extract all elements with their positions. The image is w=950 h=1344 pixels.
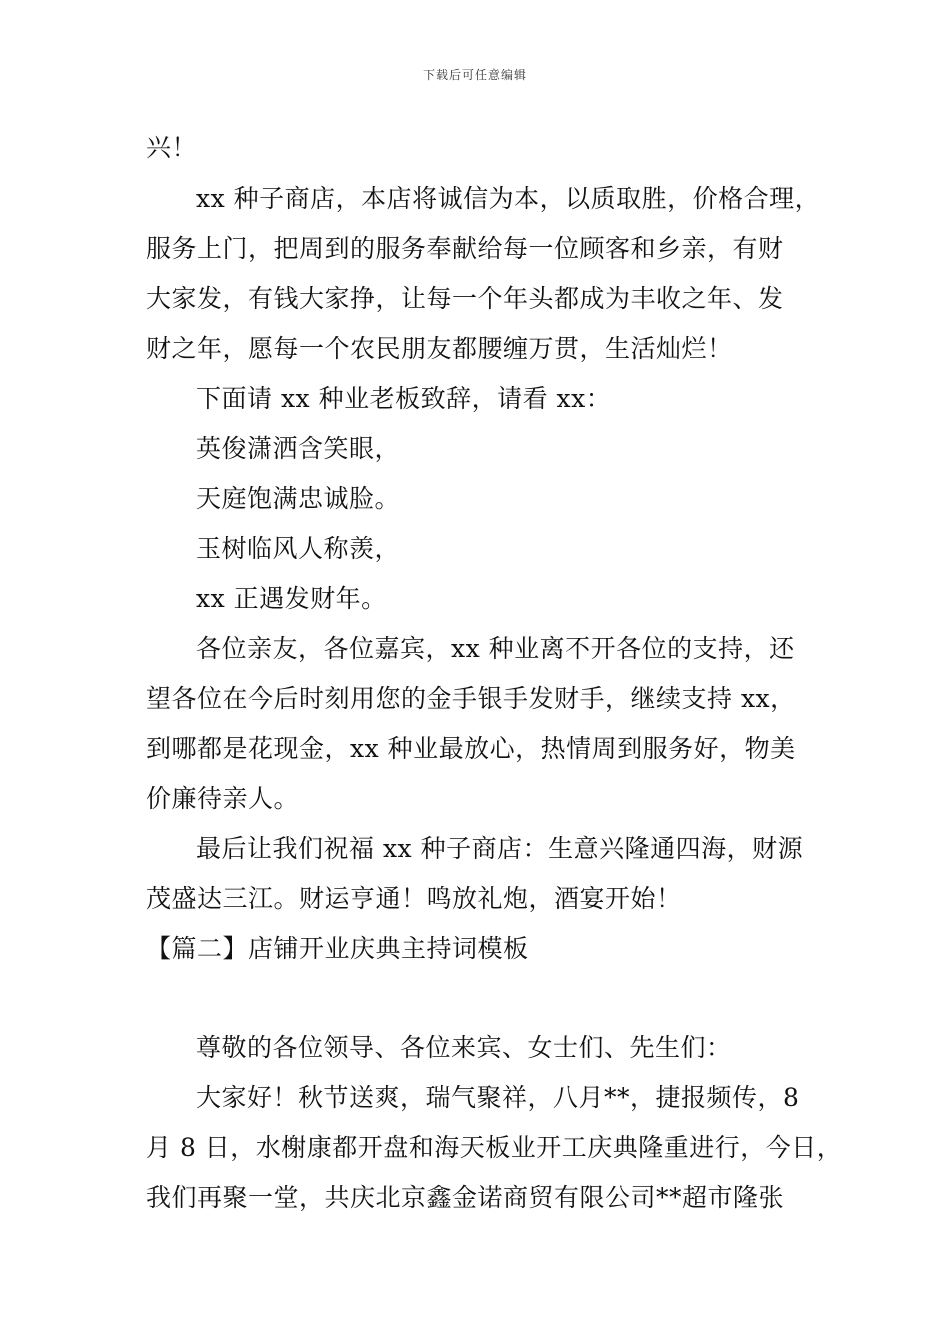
text-line: 月 8 日，水榭康都开盘和海天板业开工庆典隆重进行，今日，	[146, 1133, 843, 1162]
text-line: 财之年，愿每一个农民朋友都腰缠万贯，生活灿烂！	[146, 334, 733, 363]
text-line: 尊敬的各位领导、各位来宾、女士们、先生们：	[196, 1033, 732, 1062]
poem-line: 英俊潇洒含笑眼，	[196, 434, 401, 463]
text-line: 我们再聚一堂，共庆北京鑫金诺商贸有限公司**超市隆张	[146, 1183, 785, 1212]
text-line: 最后让我们祝福 xx 种子商店：生意兴隆通四海，财源	[196, 834, 804, 863]
poem-line: xx 正遇发财年。	[196, 584, 387, 613]
text-line: 服务上门，把周到的服务奉献给每一位顾客和乡亲，有财	[146, 234, 784, 263]
poem-line: 天庭饱满忠诚脸。	[196, 484, 401, 513]
text-line: 下面请 xx 种业老板致辞，请看 xx：	[196, 384, 612, 413]
text-line: 到哪都是花现金，xx 种业最放心，热情周到服务好，物美	[146, 734, 796, 763]
text-line: 各位亲友，各位嘉宾，xx 种业离不开各位的支持，还	[196, 634, 795, 663]
text-line: xx 种子商店，本店将诚信为本，以质取胜，价格合理，	[196, 184, 821, 213]
text-line: 望各位在今后时刻用您的金手银手发财手，继续支持 xx，	[146, 684, 796, 713]
text-line: 兴！	[146, 133, 198, 162]
page-header: 下载后可任意编辑	[422, 68, 527, 82]
poem-line: 玉树临风人称羡，	[196, 534, 401, 563]
text-line: 价廉待亲人。	[146, 784, 300, 813]
text-line: 茂盛达三江。财运亨通！鸣放礼炮，酒宴开始！	[146, 884, 682, 913]
text-line: 大家发，有钱大家挣，让每一个年头都成为丰收之年、发	[146, 284, 784, 313]
section-heading: 【篇二】店铺开业庆典主持词模板	[146, 934, 529, 963]
text-line: 大家好！秋节送爽，瑞气聚祥，八月**，捷报频传，8	[196, 1083, 800, 1112]
